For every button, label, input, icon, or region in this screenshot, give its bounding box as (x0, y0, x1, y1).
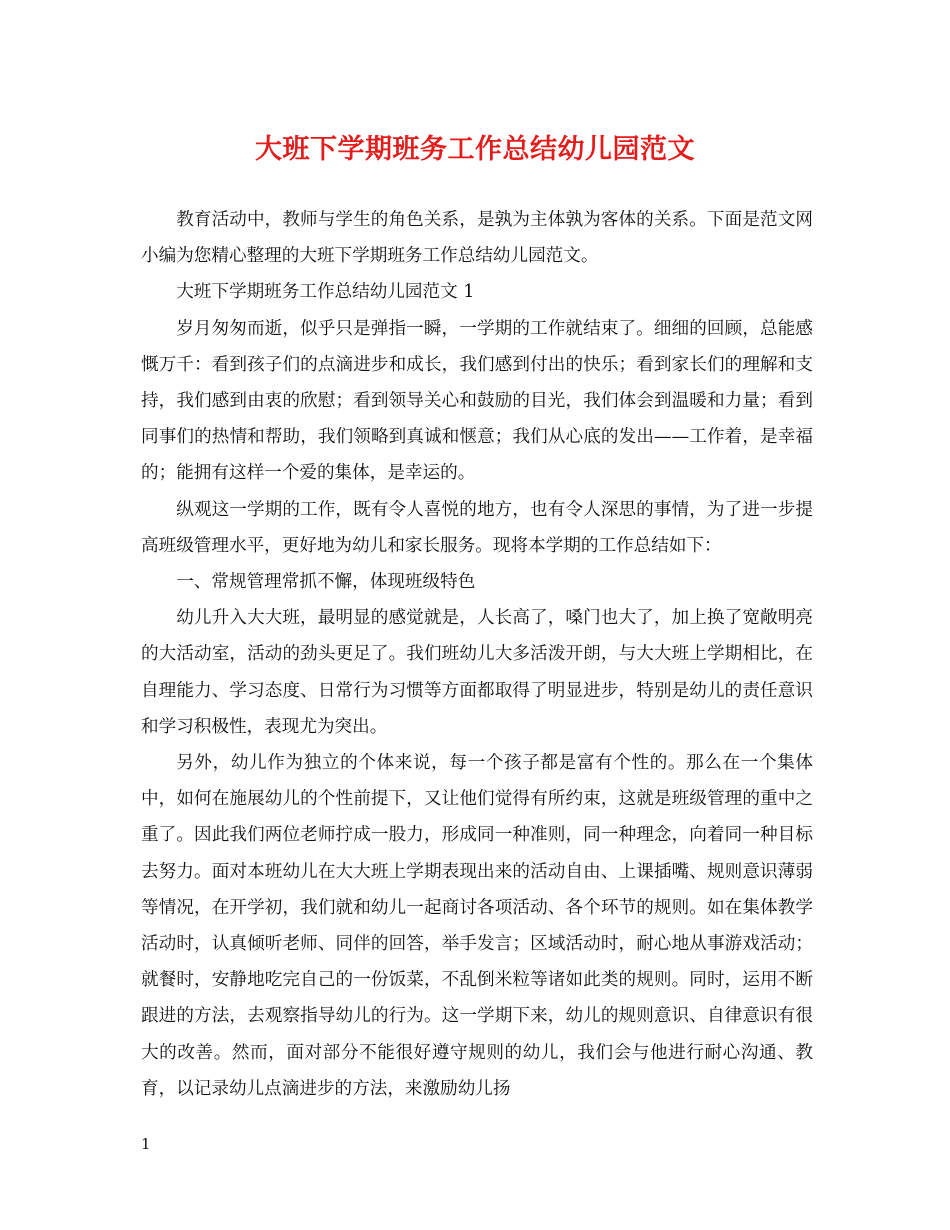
paragraph-subheading-routine: 一、常规管理常抓不懈，体现班级特色 (176, 572, 476, 593)
paragraph-overview: 纵观这一学期的工作，既有令人喜悦的地方，也有令人深思的事情，为了进一步提高班级管理水平，更好地为幼儿和家长服务。现将本学期的工作总结如下： (141, 499, 813, 556)
page-number: 1 (141, 1135, 151, 1153)
document-body (141, 202, 813, 1107)
paragraph-rules: 另外，幼儿作为独立的个体来说，每一个孩子都是富有个性的。那么在一个集体中，如何在施展幼儿的个性前提下，又让他们觉得有所约束，这就是班级管理的重中之重了。因此我们两位老师拧成一股力，形成同一种准则，同一种理念，向着同一种目标去努力。面对本班幼儿在大大班上学期表现出来的活动自由、上课插嘴、规则意识薄弱等情况，在开学初，我们就和幼儿一起商讨各项活动、各个环节的规则。如在集体教学活动时，认真倾听老师、同伴的回答，举手发言；区域活动时，耐心地从事游戏活动；就餐时，安静地吃完自己的一份饭菜，不乱倒米粒等诸如此类的规则。同时，运用不断跟进的方法，去观察指导幼儿的行为。这一学期下来，幼儿的规则意识、自律意识有很大的改善。然而，面对部分不能很好遵守规则的幼儿，我们会与他进行耐心沟通、教育，以记录幼儿点滴进步的方法，来激励幼儿扬 (141, 753, 813, 1099)
document-title: 大班下学期班务工作总结幼儿园范文 (255, 134, 695, 165)
paragraph-reflection: 岁月匆匆而逝，似乎只是弹指一瞬，一学期的工作就结束了。细细的回顾，总能感慨万千：看到孩子们的点滴进步和成长，我们感到付出的快乐；看到家长们的理解和支持，我们感到由衷的欣慰；看到领导关心和鼓励的目光，我们体会到温暖和力量；看到同事们的热情和帮助，我们领略到真诚和惬意；我们从心底的发出——工作着，是幸福的；能拥有这样一个爱的集体，是幸运的。 (141, 318, 813, 484)
paragraph-section-heading: 大班下学期班务工作总结幼儿园范文 1 (176, 282, 475, 303)
paragraph-progress: 幼儿升入大大班，最明显的感觉就是，人长高了，嗓门也大了，加上换了宽敞明亮的大活动室，活动的劲头更足了。我们班幼儿大多活泼开朗，与大大班上学期相比，在自理能力、学习态度、日常行为习惯等方面都取得了明显进步，特别是幼儿的责任意识和学习积极性，表现尤为突出。 (141, 608, 813, 737)
paragraph-intro: 教育活动中，教师与学生的角色关系，是孰为主体孰为客体的关系。下面是范文网小编为您精心整理的大班下学期班务工作总结幼儿园范文。 (141, 210, 813, 267)
